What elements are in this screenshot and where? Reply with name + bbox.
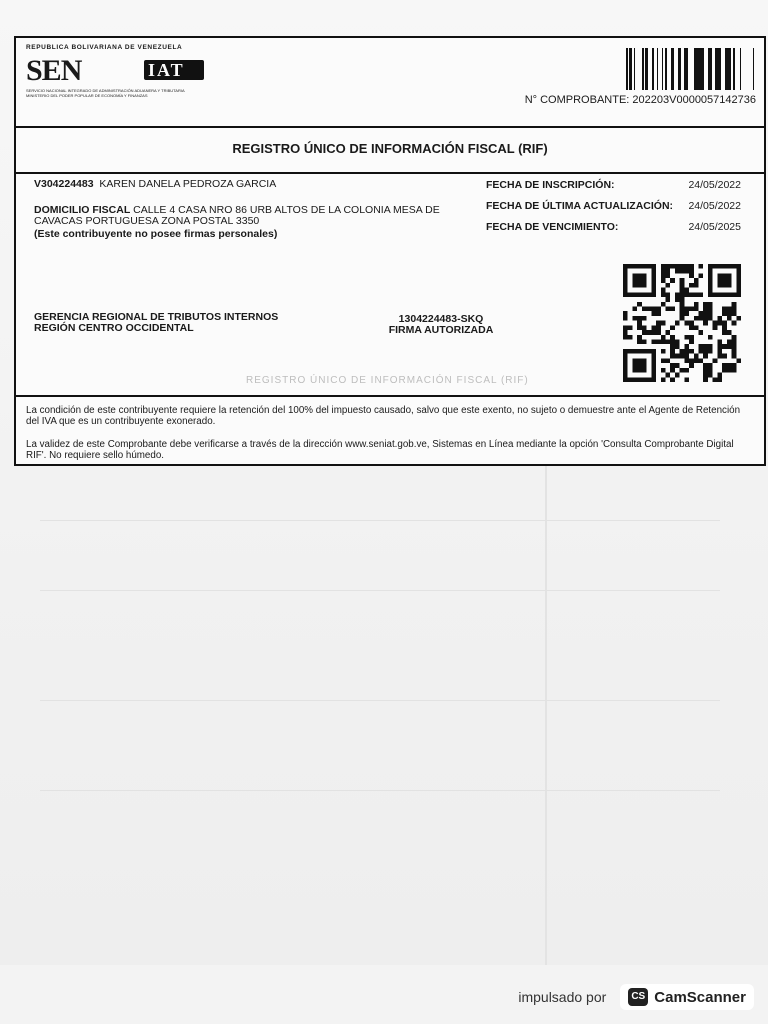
- dates-block: [486, 179, 741, 242]
- logo-mark: SEN: [26, 54, 82, 87]
- date-value: 24/05/2022: [688, 179, 741, 191]
- office-line2: REGIÓN CENTRO OCCIDENTAL: [34, 322, 194, 334]
- camscanner-footer: [518, 980, 754, 1014]
- office-block: [34, 312, 278, 334]
- taxpayer-name: KAREN DANELA PEDROZA GARCIA: [99, 178, 277, 190]
- logo-subtitle-1: SERVICIO NACIONAL INTEGRADO DE ADMINISTRACIÓN ADUANERA Y TRIBUTARIA: [26, 88, 185, 93]
- date-row-vencimiento: [486, 221, 741, 242]
- comprobante: [525, 94, 756, 106]
- camscanner-logo-icon[interactable]: [620, 984, 754, 1010]
- seniat-logo: [26, 44, 226, 104]
- qr-code-icon: [620, 264, 744, 382]
- watermark: REGISTRO ÚNICO DE INFORMACIÓN FISCAL (RIF): [246, 375, 529, 386]
- domicilio-line2: CAVACAS PORTUGUESA ZONA POSTAL 3350: [34, 215, 260, 227]
- title-row: [16, 126, 764, 174]
- date-row-inscripcion: [486, 179, 741, 200]
- taxpayer-line: [34, 179, 276, 190]
- comprobante-label: N° COMPROBANTE:: [524, 94, 630, 106]
- rif-number: V304224483: [34, 178, 94, 190]
- ghost-line: [40, 700, 720, 701]
- document-title: REGISTRO ÚNICO DE INFORMACIÓN FISCAL (RIF): [232, 141, 548, 156]
- logo-subtitle-2: MINISTERIO DEL PODER POPULAR DE ECONOMÍA Y FINANZAS: [26, 93, 148, 98]
- validity-note: La validez de este Comprobante debe verificarse a través de la dirección www.seniat.gob.ve, Sistemas en Línea mediante la opción 'Consulta Comprobante Digital RIF'. No requiere sello húmedo.: [26, 439, 734, 461]
- domicilio-label: DOMICILIO FISCAL: [34, 204, 131, 216]
- logo-box: [144, 60, 204, 80]
- logo-subtitle: [26, 88, 226, 98]
- camscanner-brand: CamScanner: [654, 988, 746, 1006]
- date-row-actualizacion: [486, 200, 741, 221]
- comprobante-number: 202203V0000057142736: [632, 94, 756, 106]
- retention-note: La condición de este contribuyente requiere la retención del 100% del impuesto causado, salvo que este exento, no sujeto o demuestre ante el Agente de Retención del IVA que es un contribuyente exonerado.: [26, 405, 741, 427]
- powered-by-text: impulsado por: [518, 989, 607, 1005]
- fold-line: [545, 380, 547, 965]
- ghost-line: [40, 590, 720, 591]
- office-line1: GERENCIA REGIONAL DE TRIBUTOS INTERNOS: [34, 311, 279, 323]
- signature-note: (Este contribuyente no posee firmas personales): [34, 228, 278, 240]
- footer-notes: [16, 395, 764, 466]
- card-header: [16, 38, 764, 128]
- date-label: FECHA DE VENCIMIENTO:: [486, 221, 619, 233]
- signature-block: [376, 314, 506, 336]
- date-value: 24/05/2025: [688, 221, 741, 233]
- domicilio-block: [34, 205, 484, 240]
- logo-box-text: IAT: [148, 60, 185, 80]
- signature-code: 1304224483-SKQ: [398, 313, 484, 325]
- ghost-line: [40, 790, 720, 791]
- cs-badge: CS: [628, 988, 648, 1006]
- republic-line: REPUBLICA BOLIVARIANA DE VENEZUELA: [26, 44, 183, 51]
- date-label: FECHA DE ÚLTIMA ACTUALIZACIÓN:: [486, 200, 674, 212]
- date-value: 24/05/2022: [688, 200, 741, 212]
- ghost-line: [40, 520, 720, 521]
- date-label: FECHA DE INSCRIPCIÓN:: [486, 179, 615, 191]
- domicilio-line1: CALLE 4 CASA NRO 86 URB ALTOS DE LA COLONIA MESA DE: [133, 204, 440, 216]
- barcode-icon: [624, 48, 756, 90]
- rif-card: [14, 36, 766, 466]
- signature-label: FIRMA AUTORIZADA: [388, 324, 494, 336]
